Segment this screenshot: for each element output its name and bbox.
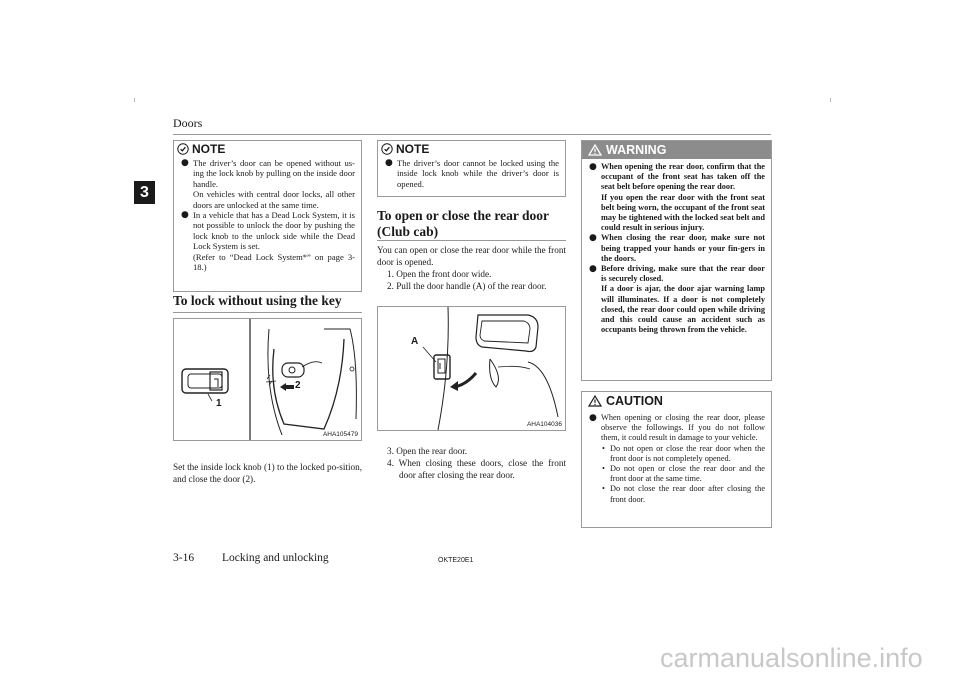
warning-item-text: When closing the rear door, make sure not being trapped your hands or your fin-gers in the doors. [601, 233, 765, 263]
step-item: 3. Open the rear door. [387, 446, 468, 456]
step-item: 2. Pull the door handle (A) of the rear door. [387, 281, 547, 292]
footer-section-title: Locking and unlocking [222, 552, 329, 564]
section-rule [377, 240, 566, 241]
note-icon [381, 143, 393, 155]
note-list [180, 158, 355, 272]
warning-triangle-icon [588, 144, 602, 156]
warning-item-text: When opening the rear door, confirm that the occupant of the front seat has taken off the seat belt before opening the rear door. [601, 162, 765, 192]
list-item: • Do not open or close the rear door and the front door at the same time. [601, 464, 765, 484]
rear-door-handle-figure [377, 306, 566, 431]
list-item: ● In a vehicle that has a Dead Lock System, it is not possible to unlock the door by pushing the lock knob to the unlock side while the Dead Lock System is set. (Refer to “Dead Lock System*” on page 3-18.) [181, 210, 355, 273]
running-header-title: Doors [173, 116, 203, 130]
section-title-lock: To lock without using the key [173, 293, 342, 308]
warning-label: WARNING [606, 143, 667, 157]
callout-2: 2 [295, 380, 301, 391]
callout-a: A [411, 336, 419, 347]
watermark: carmanualsonline.info [660, 643, 923, 673]
warning-list [588, 162, 765, 335]
caution-sublist [601, 444, 765, 505]
callout-1: 1 [216, 398, 222, 409]
note-item-extra: (Refer to “Dead Lock System*” on page 3-18.) [193, 251, 355, 273]
warning-item-text: Before driving, make sure that the rear door is securely closed. [601, 264, 765, 284]
section-rule [173, 312, 362, 313]
note-item-text: The driver’s door cannot be locked using the inside lock knob while the driver’s door is opened. [397, 158, 559, 189]
caution-list [588, 413, 765, 505]
caution-triangle-icon [588, 395, 602, 407]
steps-list-b [387, 445, 566, 482]
note-item-text: The driver’s door can be opened without us-ing the lock knob by pulling on the inside door handle. [193, 158, 355, 189]
note-label: NOTE [396, 141, 430, 156]
note-list [384, 158, 559, 189]
lock-instruction: Set the inside lock knob (1) to the locked po-sition, and close the door (2). [173, 462, 362, 485]
crop-mark [134, 98, 135, 102]
list-item: ● Before driving, make sure that the rear door is securely closed. If a door is ajar, the door ajar warning lamp will illuminates. If a door is not completely closed, the rear door could open while driving and this could cause an accident such as occupants being thrown from the vehicle. [589, 264, 765, 335]
figure-code: AHA104036 [526, 421, 562, 428]
list-item: ● The driver’s door cannot be locked using the inside lock knob while the driver’s door is opened. [385, 158, 559, 189]
rear-door-intro: You can open or close the rear door while the front door is opened. [377, 245, 566, 268]
figure-code: AHA105479 [322, 431, 358, 438]
warning-header [582, 141, 771, 159]
note-label: NOTE [192, 141, 226, 156]
note-icon [177, 143, 189, 155]
list-item: ● When opening or closing the rear door, please observe the followings. If you do not follow them, it could result in damage to your vehicle. • Do not open or close the rear door when the front door is not completely opened. • Do not open or close the rear door and the front door at the same time. • Do not close the rear door after closing the front door. [588, 413, 765, 505]
list-item: • Do not close the rear door after closing the front door. [601, 484, 765, 504]
list-item: • Do not open or close the rear door when the front door is not completely opened. [601, 444, 765, 464]
note-item-extra: On vehicles with central door locks, all other doors are unlocked at the same time. [193, 189, 355, 210]
lock-knob-figure [173, 318, 362, 441]
caution-label: CAUTION [606, 394, 663, 408]
chapter-tab: 3 [134, 181, 155, 204]
note-item-text: In a vehicle that has a Dead Lock System, it is not possible to unlock the door by pushing the lock knob to the unlock side while the Dead Lock System is set. [193, 210, 355, 252]
step-item: 4. When closing these doors, close the front door after closing the rear door. [387, 458, 566, 481]
steps-list-a [387, 268, 567, 292]
list-item: ● The driver’s door can be opened without us-ing the lock knob by pulling on the inside door handle. On vehicles with central door locks, all other doors are unlocked at the same time. [181, 158, 355, 210]
caution-intro: When opening or closing the rear door, please observe the followings. If you do not follow them, it could result in damage to your vehicle. [601, 413, 765, 443]
caution-header [582, 392, 771, 410]
document-code: OKTE20E1 [438, 557, 474, 564]
section-title-rear-door: To open or close the rear door (Club cab) [377, 208, 549, 239]
page-number: 3-16 [173, 552, 195, 564]
header-rule [173, 134, 771, 135]
warning-item-extra: If you open the rear door with the front seat belt being worn, the occupant of the front seat may be tightened with the locked seat belt and could result in serious injury. [601, 192, 765, 233]
step-item: 1. Open the front door wide. [387, 269, 492, 279]
rear-door-illustration [378, 307, 565, 430]
list-item: ● When opening the rear door, confirm that the occupant of the front seat has taken off the seat belt before opening the rear door. If you open the rear door with the front seat belt being worn, the occupant of the front seat may be tightened with the locked seat belt and could result in serious injury. [589, 162, 765, 233]
caution-box [581, 391, 772, 528]
note-header [378, 141, 565, 156]
warning-box [581, 140, 772, 381]
note-box-1 [173, 140, 362, 292]
door-illustration [174, 319, 361, 440]
warning-item-extra: If a door is ajar, the door ajar warning lamp will illuminates. If a door is not completely closed, the rear door could open while driving and this could cause an accident such as occupants being thrown from the vehicle. [601, 284, 765, 335]
note-header [174, 141, 361, 156]
crop-mark [830, 98, 831, 102]
note-box-2 [377, 140, 566, 197]
list-item: ● When closing the rear door, make sure not being trapped your hands or your fin-gers in the doors. [589, 233, 765, 263]
